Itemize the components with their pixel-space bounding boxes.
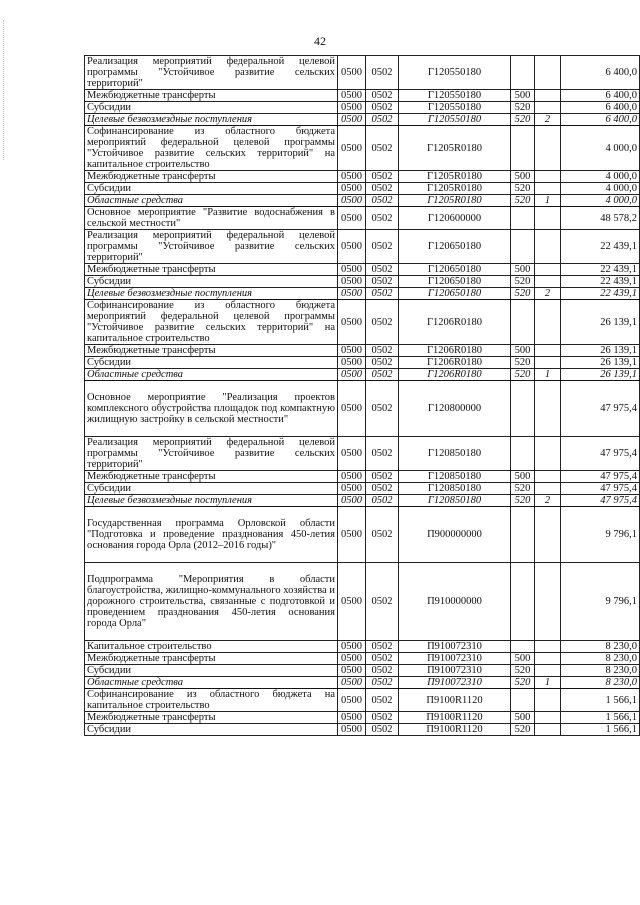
row-funding-source: 1 xyxy=(535,677,561,689)
table-row xyxy=(85,276,640,288)
table-row xyxy=(85,689,640,712)
row-name: Субсидии xyxy=(85,724,338,736)
row-subsection-code: 0502 xyxy=(366,90,399,102)
table-row xyxy=(85,90,640,102)
row-name: Субсидии xyxy=(85,483,338,495)
row-name: Субсидии xyxy=(85,665,338,677)
row-target-article: Г120550180 xyxy=(399,102,511,114)
row-target-article: Г120650180 xyxy=(399,230,511,264)
table-row xyxy=(85,345,640,357)
row-funding-source xyxy=(535,471,561,483)
row-section-code: 0500 xyxy=(338,495,366,507)
row-subsection-code: 0502 xyxy=(366,102,399,114)
row-subsection-code: 0502 xyxy=(366,288,399,300)
row-amount: 22 439,1 xyxy=(561,230,640,264)
row-section-code: 0500 xyxy=(338,183,366,195)
row-subsection-code: 0502 xyxy=(366,345,399,357)
row-section-code: 0500 xyxy=(338,563,366,641)
table-row xyxy=(85,264,640,276)
row-funding-source xyxy=(535,563,561,641)
row-name: Реализация мероприятий федеральной целевой программы "Устойчивое развитие сельских территорий" xyxy=(85,437,338,471)
row-subsection-code: 0502 xyxy=(366,171,399,183)
row-name: Целевые безвозмездные поступления xyxy=(85,495,338,507)
table-row xyxy=(85,677,640,689)
row-section-code: 0500 xyxy=(338,102,366,114)
row-subsection-code: 0502 xyxy=(366,369,399,381)
row-amount: 48 578,2 xyxy=(561,207,640,230)
row-expense-type: 500 xyxy=(511,345,535,357)
row-funding-source xyxy=(535,264,561,276)
row-subsection-code: 0502 xyxy=(366,230,399,264)
row-target-article: Г120550180 xyxy=(399,90,511,102)
row-name: Межбюджетные трансферты xyxy=(85,345,338,357)
row-section-code: 0500 xyxy=(338,677,366,689)
row-subsection-code: 0502 xyxy=(366,471,399,483)
row-name: Субсидии xyxy=(85,357,338,369)
row-target-article: П910000000 xyxy=(399,563,511,641)
table-row xyxy=(85,102,640,114)
row-amount: 6 400,0 xyxy=(561,56,640,90)
row-amount: 26 139,1 xyxy=(561,345,640,357)
row-funding-source xyxy=(535,345,561,357)
row-name: Областные средства xyxy=(85,195,338,207)
row-amount: 26 139,1 xyxy=(561,369,640,381)
row-section-code: 0500 xyxy=(338,471,366,483)
row-target-article: Г120650180 xyxy=(399,264,511,276)
row-target-article: Г120850180 xyxy=(399,483,511,495)
row-funding-source: 2 xyxy=(535,495,561,507)
row-funding-source xyxy=(535,207,561,230)
row-expense-type xyxy=(511,563,535,641)
row-funding-source xyxy=(535,102,561,114)
row-target-article: Г120850180 xyxy=(399,471,511,483)
row-section-code: 0500 xyxy=(338,300,366,345)
table-row xyxy=(85,300,640,345)
row-amount: 47 975,4 xyxy=(561,483,640,495)
row-amount: 4 000,0 xyxy=(561,171,640,183)
row-funding-source xyxy=(535,381,561,437)
row-expense-type: 500 xyxy=(511,712,535,724)
row-name: Субсидии xyxy=(85,102,338,114)
row-expense-type: 520 xyxy=(511,102,535,114)
row-amount: 4 000,0 xyxy=(561,195,640,207)
row-amount: 47 975,4 xyxy=(561,381,640,437)
row-subsection-code: 0502 xyxy=(366,381,399,437)
row-expense-type xyxy=(511,207,535,230)
row-target-article: П910072310 xyxy=(399,653,511,665)
row-funding-source: 2 xyxy=(535,288,561,300)
budget-table xyxy=(84,55,640,736)
row-subsection-code: 0502 xyxy=(366,300,399,345)
row-target-article: Г120850180 xyxy=(399,495,511,507)
row-subsection-code: 0502 xyxy=(366,264,399,276)
row-subsection-code: 0502 xyxy=(366,357,399,369)
row-name: Основное мероприятие "Развитие водоснабжения в сельской местности" xyxy=(85,207,338,230)
row-target-article: Г1206R0180 xyxy=(399,369,511,381)
row-amount: 6 400,0 xyxy=(561,102,640,114)
row-target-article: П9100R1120 xyxy=(399,712,511,724)
row-name: Межбюджетные трансферты xyxy=(85,90,338,102)
row-subsection-code: 0502 xyxy=(366,114,399,126)
row-name: Межбюджетные трансферты xyxy=(85,712,338,724)
table-row xyxy=(85,483,640,495)
table-row xyxy=(85,724,640,736)
row-expense-type: 520 xyxy=(511,724,535,736)
row-section-code: 0500 xyxy=(338,357,366,369)
row-name: Межбюджетные трансферты xyxy=(85,264,338,276)
row-funding-source xyxy=(535,665,561,677)
row-section-code: 0500 xyxy=(338,724,366,736)
row-name: Целевые безвозмездные поступления xyxy=(85,288,338,300)
table-row xyxy=(85,712,640,724)
row-name: Межбюджетные трансферты xyxy=(85,171,338,183)
row-section-code: 0500 xyxy=(338,712,366,724)
row-expense-type: 520 xyxy=(511,195,535,207)
row-section-code: 0500 xyxy=(338,288,366,300)
row-expense-type: 520 xyxy=(511,495,535,507)
row-target-article: Г120600000 xyxy=(399,207,511,230)
table-row xyxy=(85,369,640,381)
row-funding-source xyxy=(535,126,561,171)
row-section-code: 0500 xyxy=(338,345,366,357)
table-row xyxy=(85,381,640,437)
row-funding-source xyxy=(535,724,561,736)
row-section-code: 0500 xyxy=(338,230,366,264)
row-expense-type xyxy=(511,381,535,437)
row-expense-type: 520 xyxy=(511,677,535,689)
row-subsection-code: 0502 xyxy=(366,56,399,90)
row-name: Основное мероприятие "Реализация проектов комплексного обустройства площадок под компактную жилищную застройку в сельской местности" xyxy=(85,381,338,437)
row-target-article: Г120800000 xyxy=(399,381,511,437)
row-amount: 47 975,4 xyxy=(561,471,640,483)
row-target-article: Г1205R0180 xyxy=(399,126,511,171)
row-target-article: Г1206R0180 xyxy=(399,357,511,369)
row-name: Межбюджетные трансферты xyxy=(85,471,338,483)
row-expense-type xyxy=(511,300,535,345)
row-subsection-code: 0502 xyxy=(366,712,399,724)
row-expense-type: 500 xyxy=(511,90,535,102)
row-funding-source xyxy=(535,230,561,264)
row-target-article: Г1206R0180 xyxy=(399,300,511,345)
row-funding-source xyxy=(535,641,561,653)
row-expense-type xyxy=(511,689,535,712)
row-funding-source xyxy=(535,653,561,665)
row-expense-type: 520 xyxy=(511,288,535,300)
table-row xyxy=(85,507,640,563)
row-funding-source xyxy=(535,357,561,369)
row-target-article: Г120550180 xyxy=(399,114,511,126)
row-subsection-code: 0502 xyxy=(366,689,399,712)
row-target-article: П9100R1120 xyxy=(399,724,511,736)
row-funding-source xyxy=(535,437,561,471)
table-row xyxy=(85,641,640,653)
row-amount: 9 796,1 xyxy=(561,507,640,563)
row-expense-type: 520 xyxy=(511,114,535,126)
row-target-article: Г1205R0180 xyxy=(399,195,511,207)
row-target-article: П910072310 xyxy=(399,641,511,653)
row-amount: 8 230,0 xyxy=(561,653,640,665)
row-name: Межбюджетные трансферты xyxy=(85,653,338,665)
row-amount: 1 566,1 xyxy=(561,712,640,724)
row-target-article: П9100R1120 xyxy=(399,689,511,712)
table-row xyxy=(85,437,640,471)
table-row xyxy=(85,114,640,126)
row-name: Софинансирование из областного бюджета на капитальное строительство xyxy=(85,689,338,712)
table-row xyxy=(85,171,640,183)
row-expense-type xyxy=(511,507,535,563)
row-amount: 8 230,0 xyxy=(561,677,640,689)
table-row xyxy=(85,471,640,483)
row-section-code: 0500 xyxy=(338,56,366,90)
row-name: Областные средства xyxy=(85,677,338,689)
row-name: Государственная программа Орловской области "Подготовка и проведение празднования 450-летия основания города Орла (2012–2016 годы)" xyxy=(85,507,338,563)
row-target-article: Г120850180 xyxy=(399,437,511,471)
table-row xyxy=(85,230,640,264)
row-name: Капитальное строительство xyxy=(85,641,338,653)
row-subsection-code: 0502 xyxy=(366,507,399,563)
row-name: Областные средства xyxy=(85,369,338,381)
row-funding-source xyxy=(535,483,561,495)
row-target-article: П900000000 xyxy=(399,507,511,563)
row-name: Реализация мероприятий федеральной целевой программы "Устойчивое развитие сельских территорий" xyxy=(85,230,338,264)
row-expense-type: 520 xyxy=(511,276,535,288)
row-section-code: 0500 xyxy=(338,689,366,712)
row-expense-type: 500 xyxy=(511,653,535,665)
page-number: 42 xyxy=(314,34,326,48)
table-row xyxy=(85,183,640,195)
row-target-article: Г120550180 xyxy=(399,56,511,90)
row-funding-source xyxy=(535,183,561,195)
table-row xyxy=(85,56,640,90)
row-section-code: 0500 xyxy=(338,507,366,563)
row-amount: 1 566,1 xyxy=(561,724,640,736)
row-name: Софинансирование из областного бюджета мероприятий федеральной целевой программы "Устойчивое развитие сельских территорий" на капитальное строительство xyxy=(85,300,338,345)
row-target-article: Г120650180 xyxy=(399,276,511,288)
row-funding-source: 2 xyxy=(535,114,561,126)
row-expense-type: 520 xyxy=(511,665,535,677)
row-expense-type xyxy=(511,56,535,90)
table-row xyxy=(85,563,640,641)
row-expense-type: 520 xyxy=(511,369,535,381)
row-section-code: 0500 xyxy=(338,653,366,665)
row-expense-type: 500 xyxy=(511,171,535,183)
row-funding-source xyxy=(535,300,561,345)
row-name: Субсидии xyxy=(85,183,338,195)
row-amount: 26 139,1 xyxy=(561,357,640,369)
row-funding-source xyxy=(535,90,561,102)
row-amount: 47 975,4 xyxy=(561,437,640,471)
row-subsection-code: 0502 xyxy=(366,483,399,495)
row-expense-type xyxy=(511,230,535,264)
row-funding-source xyxy=(535,171,561,183)
row-section-code: 0500 xyxy=(338,276,366,288)
row-target-article: П910072310 xyxy=(399,677,511,689)
row-name: Реализация мероприятий федеральной целевой программы "Устойчивое развитие сельских территорий" xyxy=(85,56,338,90)
row-subsection-code: 0502 xyxy=(366,677,399,689)
row-subsection-code: 0502 xyxy=(366,653,399,665)
table-row xyxy=(85,665,640,677)
row-expense-type xyxy=(511,437,535,471)
row-funding-source xyxy=(535,712,561,724)
row-section-code: 0500 xyxy=(338,207,366,230)
row-expense-type xyxy=(511,126,535,171)
row-section-code: 0500 xyxy=(338,90,366,102)
row-subsection-code: 0502 xyxy=(366,563,399,641)
row-amount: 9 796,1 xyxy=(561,563,640,641)
table-row xyxy=(85,653,640,665)
row-expense-type: 500 xyxy=(511,471,535,483)
row-subsection-code: 0502 xyxy=(366,207,399,230)
row-subsection-code: 0502 xyxy=(366,641,399,653)
row-amount: 6 400,0 xyxy=(561,90,640,102)
row-section-code: 0500 xyxy=(338,171,366,183)
row-funding-source: 1 xyxy=(535,195,561,207)
row-funding-source xyxy=(535,507,561,563)
row-amount: 22 439,1 xyxy=(561,288,640,300)
row-amount: 22 439,1 xyxy=(561,264,640,276)
row-expense-type: 520 xyxy=(511,357,535,369)
row-subsection-code: 0502 xyxy=(366,195,399,207)
row-section-code: 0500 xyxy=(338,483,366,495)
row-subsection-code: 0502 xyxy=(366,276,399,288)
row-section-code: 0500 xyxy=(338,264,366,276)
row-expense-type: 500 xyxy=(511,264,535,276)
row-expense-type xyxy=(511,641,535,653)
row-name: Подпрограмма "Мероприятия в области благоустройства, жилищно-коммунального хозяйства и дорожного строительства, связанные с подготовкой и проведением празднования 450-летия основания города Орла" xyxy=(85,563,338,641)
row-target-article: Г120650180 xyxy=(399,288,511,300)
budget-table-body xyxy=(85,56,640,736)
row-target-article: Г1205R0180 xyxy=(399,183,511,195)
row-subsection-code: 0502 xyxy=(366,665,399,677)
row-amount: 26 139,1 xyxy=(561,300,640,345)
row-target-article: Г1205R0180 xyxy=(399,171,511,183)
table-row xyxy=(85,126,640,171)
row-section-code: 0500 xyxy=(338,369,366,381)
table-row xyxy=(85,495,640,507)
row-section-code: 0500 xyxy=(338,195,366,207)
row-section-code: 0500 xyxy=(338,641,366,653)
row-amount: 4 000,0 xyxy=(561,183,640,195)
row-amount: 1 566,1 xyxy=(561,689,640,712)
row-amount: 4 000,0 xyxy=(561,126,640,171)
row-amount: 8 230,0 xyxy=(561,641,640,653)
table-row xyxy=(85,288,640,300)
row-funding-source: 1 xyxy=(535,369,561,381)
row-section-code: 0500 xyxy=(338,437,366,471)
row-amount: 8 230,0 xyxy=(561,665,640,677)
row-subsection-code: 0502 xyxy=(366,437,399,471)
row-section-code: 0500 xyxy=(338,126,366,171)
row-subsection-code: 0502 xyxy=(366,724,399,736)
row-section-code: 0500 xyxy=(338,114,366,126)
row-funding-source xyxy=(535,56,561,90)
row-subsection-code: 0502 xyxy=(366,126,399,171)
row-name: Субсидии xyxy=(85,276,338,288)
row-name: Софинансирование из областного бюджета мероприятий федеральной целевой программы "Устойчивое развитие сельских территорий" на капитальное строительство xyxy=(85,126,338,171)
row-name: Целевые безвозмездные поступления xyxy=(85,114,338,126)
row-expense-type: 520 xyxy=(511,183,535,195)
table-row xyxy=(85,207,640,230)
row-section-code: 0500 xyxy=(338,665,366,677)
row-expense-type: 520 xyxy=(511,483,535,495)
row-funding-source xyxy=(535,689,561,712)
row-amount: 6 400,0 xyxy=(561,114,640,126)
row-amount: 22 439,1 xyxy=(561,276,640,288)
row-subsection-code: 0502 xyxy=(366,495,399,507)
row-funding-source xyxy=(535,276,561,288)
row-subsection-code: 0502 xyxy=(366,183,399,195)
row-target-article: Г1206R0180 xyxy=(399,345,511,357)
row-target-article: П910072310 xyxy=(399,665,511,677)
table-row xyxy=(85,357,640,369)
row-amount: 47 975,4 xyxy=(561,495,640,507)
table-row xyxy=(85,195,640,207)
row-section-code: 0500 xyxy=(338,381,366,437)
